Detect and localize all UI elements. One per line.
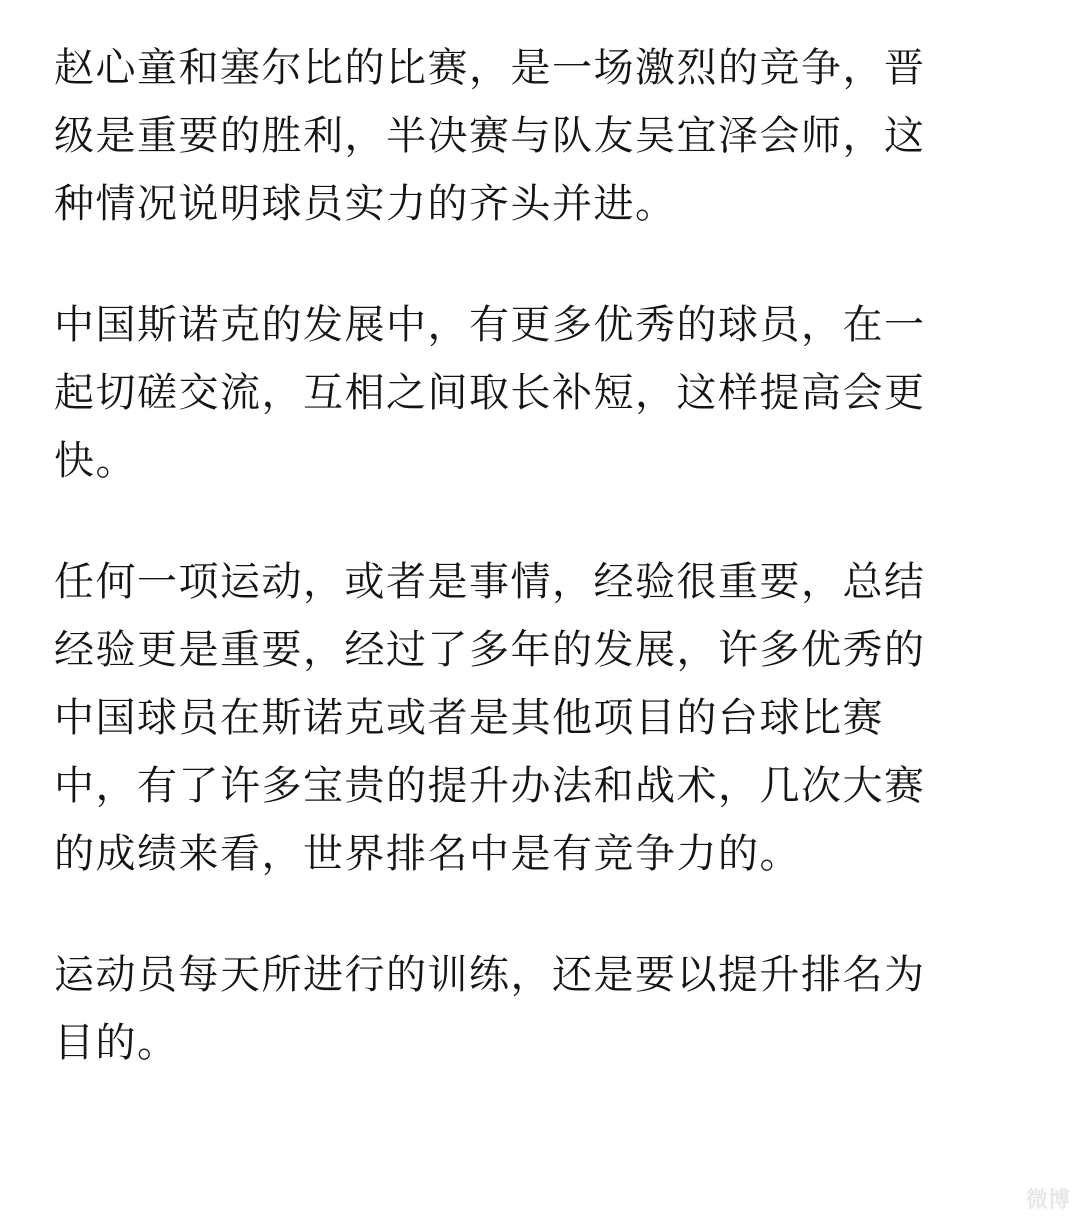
watermark: 微博 [1025, 1188, 1070, 1213]
paragraph-1 [54, 34, 1034, 238]
text-line: 中国斯诺克的发展中，有更多优秀的球员，在一 [54, 302, 926, 348]
text-line: 种情况说明球员实力的齐头并进。 [54, 181, 677, 227]
article-body [54, 34, 1034, 1077]
text-line: 的成绩来看，世界排名中是有竞争力的。 [54, 831, 801, 877]
text-line: 中国球员在斯诺克或者是其他项目的台球比赛 [54, 695, 884, 741]
paragraph-2 [54, 291, 1034, 495]
paragraph-3 [54, 548, 1034, 888]
text-line: 目的。 [54, 1020, 179, 1066]
text-line: 快。 [54, 438, 137, 484]
text-line: 级是重要的胜利，半决赛与队友吴宜泽会师，这 [54, 113, 926, 159]
text-line: 起切磋交流，互相之间取长补短，这样提高会更 [54, 370, 926, 416]
text-line: 经验更是重要，经过了多年的发展，许多优秀的 [54, 627, 926, 673]
text-line: 中，有了许多宝贵的提升办法和战术，几次大赛 [54, 763, 926, 809]
paragraph-4 [54, 941, 1034, 1077]
text-line: 运动员每天所进行的训练，还是要以提升排名为 [54, 952, 926, 998]
text-line: 赵心童和塞尔比的比赛，是一场激烈的竞争，晋 [54, 45, 926, 91]
text-line: 任何一项运动，或者是事情，经验很重要，总结 [54, 559, 926, 605]
